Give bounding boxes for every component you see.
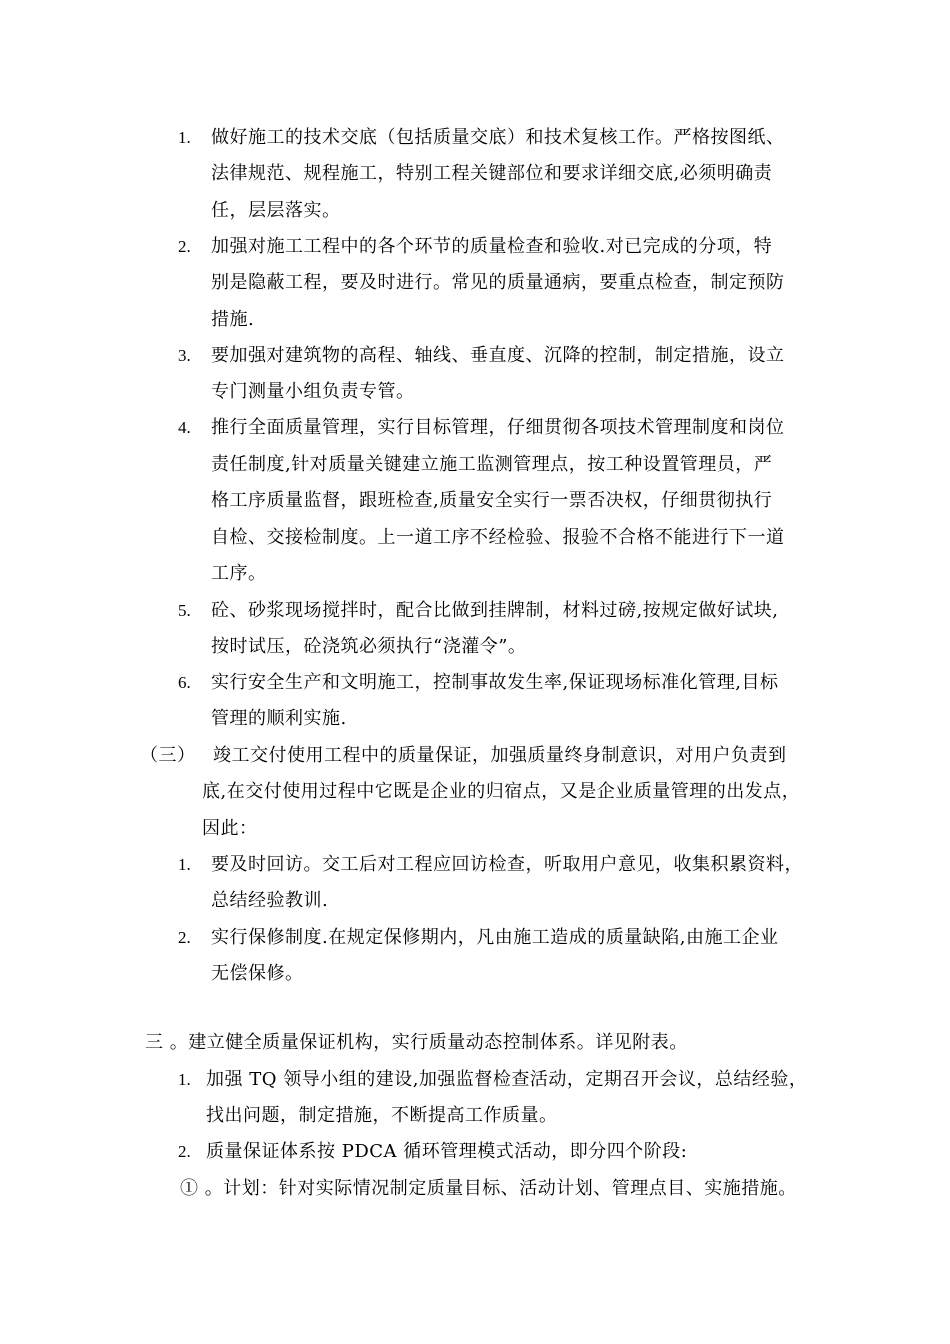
- list-item-line: 格工序质量监督，跟班检查,质量安全实行一票否决权，仔细贯彻执行: [211, 490, 773, 511]
- list-number: 2.: [178, 1142, 191, 1161]
- list-number: 4.: [178, 418, 191, 437]
- list-number: 3.: [178, 346, 191, 365]
- list-item-line: 要及时回访。交工后对工程应回访检查，听取用户意见，收集积累资料，: [211, 854, 803, 875]
- section-heading: 三 。建立健全质量保证机构，实行质量动态控制体系。详见附表。: [145, 1032, 688, 1053]
- paragraph-line: 底,在交付使用过程中它既是企业的归宿点，又是企业质量管理的出发点，: [202, 781, 801, 802]
- list-number: 1.: [178, 128, 191, 147]
- list-number: 2.: [178, 928, 191, 947]
- sub-item-line: ① 。计划：针对实际情况制定质量目标、活动计划、管理点目、实施措施。: [180, 1178, 797, 1199]
- list-item-line: 要加强对建筑物的高程、轴线、垂直度、沉降的控制，制定措施，设立: [211, 345, 785, 366]
- list-item-line: 管理的顺利实施.: [211, 708, 347, 729]
- list-number: 5.: [178, 601, 191, 620]
- list-item-line: 实行安全生产和文明施工，控制事故发生率,保证现场标准化管理,目标: [211, 672, 779, 693]
- list-item-line: 任，层层落实。: [211, 200, 341, 221]
- list-item-line: 按时试压，砼浇筑必须执行“浇灌令”。: [211, 636, 527, 657]
- list-item-line: 自检、交接检制度。上一道工序不经检验、报验不合格不能进行下一道: [211, 527, 785, 548]
- list-number: 1.: [178, 855, 191, 874]
- list-item-line: 法律规范、规程施工，特别工程关键部位和要求详细交底,必须明确责: [211, 163, 773, 184]
- list-item-line: 实行保修制度.在规定保修期内，凡由施工造成的质量缺陷,由施工企业: [211, 927, 779, 948]
- list-item-line: 措施.: [211, 309, 255, 330]
- list-item-line: 做好施工的技术交底（包括质量交底）和技术复核工作。严格按图纸、: [211, 127, 785, 148]
- list-item-line: 责任制度,针对质量关键建立施工监测管理点，按工种设置管理员，严: [211, 454, 773, 475]
- section-label: （三）: [140, 745, 196, 766]
- list-item-line: 无偿保修。: [211, 963, 304, 984]
- list-item-line: 推行全面质量管理，实行目标管理，仔细贯彻各项技术管理制度和岗位: [211, 417, 785, 438]
- list-item-line: 专门测量小组负责专管。: [211, 381, 415, 402]
- paragraph-line: 竣工交付使用工程中的质量保证，加强质量终身制意识，对用户负责到: [213, 745, 787, 766]
- list-number: 2.: [178, 237, 191, 256]
- list-item-line: 找出问题，制定措施，不断提高工作质量。: [206, 1105, 558, 1126]
- list-item-line: 质量保证体系按 PDCA 循环管理模式活动，即分四个阶段:: [206, 1141, 688, 1162]
- list-item-line: 加强对施工工程中的各个环节的质量检查和验收.对已完成的分项，特: [211, 236, 773, 257]
- list-number: 6.: [178, 673, 191, 692]
- paragraph-line: 因此：: [202, 818, 258, 839]
- list-item-line: 别是隐蔽工程，要及时进行。常见的质量通病，要重点检查，制定预防: [211, 272, 785, 293]
- list-item-line: 砼、砂浆现场搅拌时，配合比做到挂牌制，材料过磅,按规定做好试块,: [211, 600, 779, 621]
- list-item-line: 工序。: [211, 563, 267, 584]
- list-item-line: 总结经验教训.: [211, 890, 329, 911]
- list-number: 1.: [178, 1070, 191, 1089]
- list-item-line: 加强 TQ 领导小组的建设,加强监督检查活动，定期召开会议，总结经验，: [206, 1069, 808, 1090]
